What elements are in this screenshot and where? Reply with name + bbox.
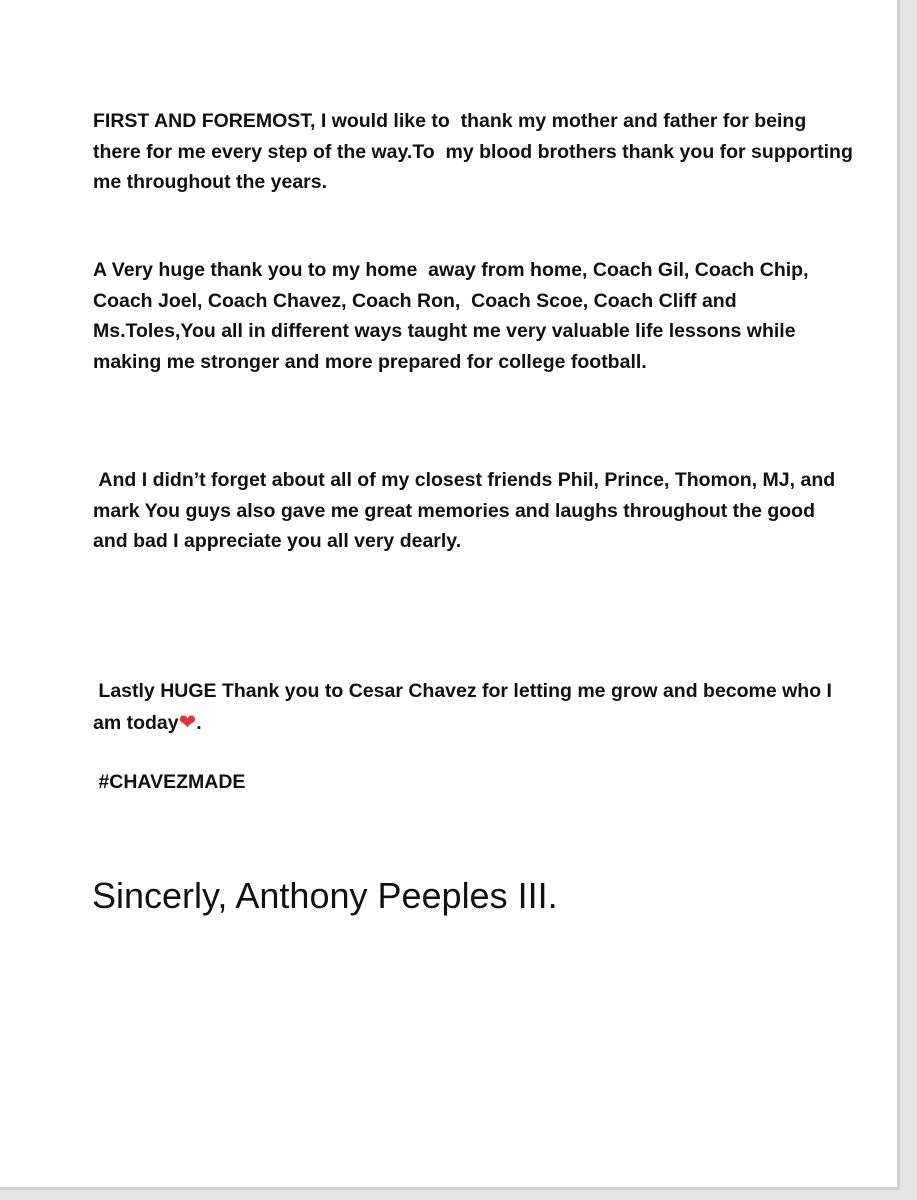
signature: Sincerly, Anthony Peeples III. (92, 875, 558, 916)
paragraph-thanks-parents: FIRST AND FOREMOST, I would like to thank my mother and father for being there for me every step of the way.To my blood brothers thank you for supporting me throughout the years. (93, 110, 859, 193)
paragraph-thanks-school-text: Lastly HUGE Thank you to Cesar Chavez for letting me grow and become who I am today (93, 680, 838, 734)
paragraph-end-period: . (196, 711, 202, 734)
paragraph-thanks-school (93, 676, 853, 738)
heart-icon: ❤ (178, 709, 197, 734)
hashtag: #CHAVEZMADE (93, 771, 246, 793)
paragraph-thanks-friends: And I didn’t forget about all of my closest friends Phil, Prince, Thomon, MJ, and mark You guys also gave me great memories and laughs throughout the good and bad I appreciate you all very dearly. (93, 469, 841, 552)
paragraph-thanks-coaches: A Very huge thank you to my home away from home, Coach Gil, Coach Chip, Coach Joel, Coach Chavez, Coach Ron, Coach Scoe, Coach Cliff and Ms.Toles,You all in different ways taught me very valuable life lessons while making me stronger and more prepared for college football. (93, 259, 814, 373)
